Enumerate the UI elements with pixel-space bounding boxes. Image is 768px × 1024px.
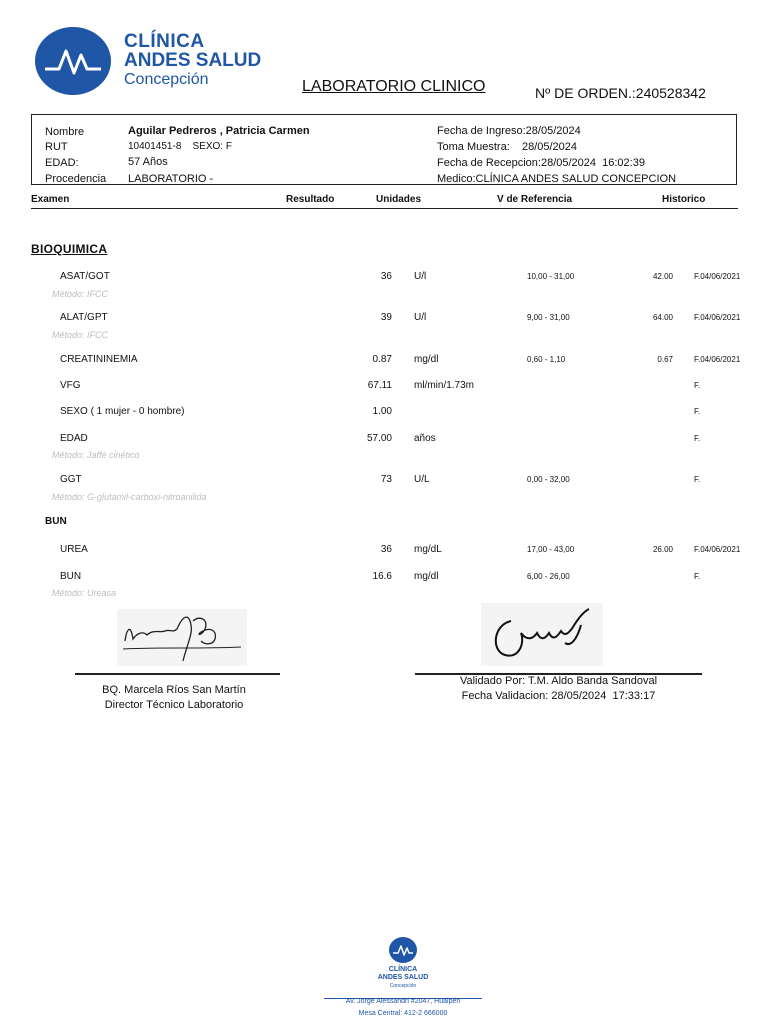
result-row: [0, 312, 768, 326]
exam-history-value: 42.00: [652, 272, 673, 281]
result-row: [0, 406, 768, 420]
exam-result: 39: [380, 312, 392, 323]
brand-line-2: ANDES SALUD: [124, 50, 262, 71]
exam-name: CREATININEMIA: [60, 354, 138, 365]
clinic-brand: [124, 32, 261, 89]
column-header-historico: Historico: [662, 194, 706, 205]
exam-history-date: F.04/06/2021: [694, 545, 741, 554]
toma-date: Toma Muestra: 28/05/2024: [437, 141, 578, 153]
exam-reference: 0,60 - 1,10: [527, 355, 566, 364]
origin-label: Procedencia: [45, 173, 107, 185]
column-header-unidades: Unidades: [376, 194, 422, 205]
rut-value: 10401451-8 SEXO: F: [128, 141, 232, 152]
left-signature-block: [60, 683, 288, 713]
exam-result: 36: [380, 544, 392, 555]
exam-name: ALAT/GPT: [60, 312, 108, 323]
exam-result: 67.11: [367, 380, 392, 391]
footer-logo-icon: [389, 937, 417, 963]
page-title: LABORATORIO CLINICO: [302, 78, 486, 95]
column-header-referencia: V de Referencia: [497, 194, 573, 205]
result-row: [0, 380, 768, 394]
method-note: Método: G-glutamil-carboxi-nitroanilida: [52, 492, 207, 502]
method-note: Método: IFCC: [52, 289, 109, 299]
exam-name: UREA: [60, 544, 88, 555]
exam-result: 36: [380, 271, 392, 282]
column-header-examen: Examen: [31, 194, 70, 205]
exam-unit: U/L: [414, 474, 430, 485]
origin-value: LABORATORIO -: [128, 173, 214, 185]
exam-name: ASAT/GOT: [60, 271, 110, 282]
name-label: Nombre: [45, 126, 85, 138]
age-value: 57 Años: [128, 156, 168, 168]
clinic-logo-icon: [35, 27, 111, 95]
exam-name: GGT: [60, 474, 82, 485]
exam-history-value: 0.67: [657, 355, 673, 364]
result-row: [0, 271, 768, 285]
method-note: Método: Jaffé cinético: [52, 450, 140, 460]
column-header-resultado: Resultado: [286, 194, 335, 205]
ingreso-date: Fecha de Ingreso:28/05/2024: [437, 125, 581, 137]
exam-result: 0.87: [372, 354, 392, 365]
result-row: [0, 571, 768, 585]
exam-history-date: F.: [694, 475, 701, 484]
method-note: Método: IFCC: [52, 330, 109, 340]
exam-history-date: F.04/06/2021: [694, 355, 741, 364]
result-row: [0, 433, 768, 447]
exam-unit: U/l: [414, 271, 427, 282]
exam-history-value: 64.00: [652, 313, 673, 322]
exam-unit: U/l: [414, 312, 427, 323]
exam-unit: mg/dl: [414, 571, 439, 582]
method-note: Método: Ureasa: [52, 588, 117, 598]
footer-brand-line-3: Concepción: [389, 983, 417, 989]
result-row: [0, 474, 768, 488]
exam-name: EDAD: [60, 433, 88, 444]
brand-line-1: CLÍNICA: [124, 31, 205, 52]
age-label: EDAD:: [45, 157, 79, 169]
exam-result: 16.6: [372, 571, 392, 582]
footer-phone: Mesa Central: 412-2 666000: [358, 1010, 448, 1017]
exam-history-date: F.04/06/2021: [694, 272, 741, 281]
right-signature-block: [415, 674, 702, 704]
exam-result: 57.00: [366, 433, 392, 444]
exam-history-date: F.04/06/2021: [694, 313, 741, 322]
header-divider: [31, 208, 738, 209]
validated-by: Validado Por: T.M. Aldo Banda Sandoval: [459, 675, 658, 687]
section-title: BIOQUIMICA: [31, 242, 108, 256]
exam-reference: 9,00 - 31,00: [527, 313, 570, 322]
exam-unit: mg/dL: [414, 544, 442, 555]
exam-name: SEXO ( 1 mujer - 0 hombre): [60, 406, 185, 417]
result-row: [0, 354, 768, 368]
left-signature-image: [117, 609, 247, 666]
footer-brand: [368, 966, 438, 990]
subgroup-title: BUN: [45, 516, 67, 527]
recepcion-date: Fecha de Recepcion:28/05/2024 16:02:39: [437, 157, 645, 169]
exam-reference: 6,00 - 26,00: [527, 572, 570, 581]
brand-line-3: Concepción: [124, 71, 209, 88]
footer-address: Av. Jorge Alessandri #2047, Hualpén: [345, 998, 461, 1005]
exam-history-date: F.: [694, 434, 701, 443]
left-signature-line: [75, 673, 280, 675]
exam-name: VFG: [60, 380, 81, 391]
left-signer-role: Director Técnico Laboratorio: [104, 699, 244, 711]
order-number: Nº DE ORDEN.:240528342: [535, 85, 706, 101]
exam-history-date: F.: [694, 381, 701, 390]
exam-history-date: F.: [694, 407, 701, 416]
right-signature-image: [481, 603, 603, 666]
exam-reference: 10,00 - 31,00: [527, 272, 575, 281]
exam-reference: 17,00 - 43,00: [527, 545, 575, 554]
left-signer-name: BQ. Marcela Ríos San Martín: [102, 684, 246, 696]
validation-date: Fecha Validacion: 28/05/2024 17:33:17: [461, 690, 656, 702]
result-row: [0, 544, 768, 558]
exam-history-date: F.: [694, 572, 701, 581]
exam-reference: 0,00 - 32,00: [527, 475, 570, 484]
footer-brand-line-2: ANDES SALUD: [377, 974, 429, 981]
medico: Medico:CLÍNICA ANDES SALUD CONCEPCION: [437, 173, 677, 185]
exam-name: BUN: [60, 571, 82, 582]
exam-result: 73: [380, 474, 392, 485]
footer-brand-line-1: CLÍNICA: [388, 966, 418, 973]
exam-result: 1.00: [372, 406, 392, 417]
exam-unit: ml/min/1.73m: [414, 380, 475, 391]
exam-history-value: 26.00: [652, 545, 673, 554]
name-value: Aguilar Pedreros , Patricia Carmen: [128, 125, 310, 137]
exam-unit: años: [414, 433, 436, 444]
rut-label: RUT: [45, 141, 68, 153]
exam-unit: mg/dl: [414, 354, 439, 365]
